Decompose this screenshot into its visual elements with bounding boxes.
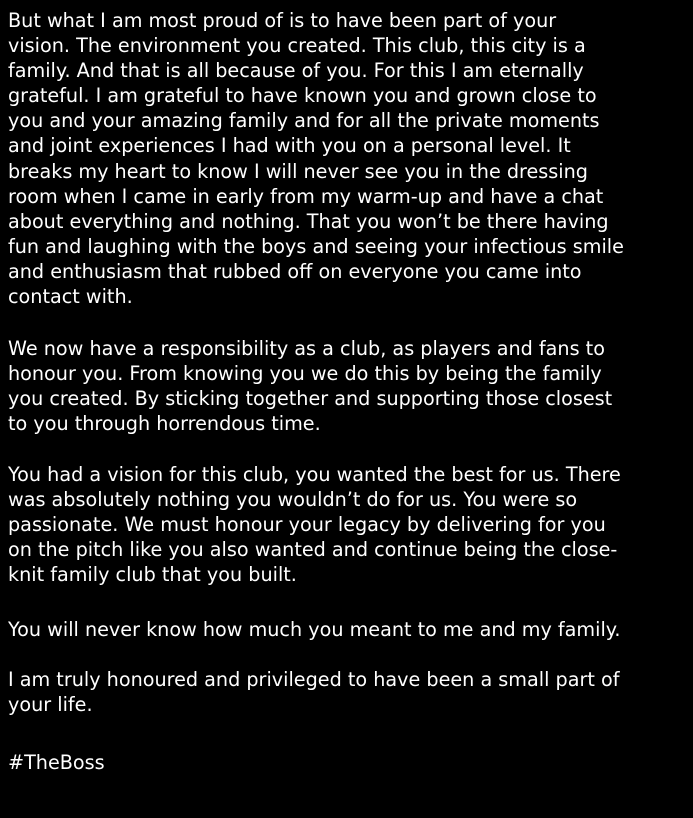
paragraph-honoured xyxy=(8,667,690,717)
text-line: you and your amazing family and for all the private moments xyxy=(8,109,600,133)
text-line: You will never know how much you meant to me and my family. xyxy=(8,617,621,641)
paragraph-vision xyxy=(8,462,690,587)
text-line: you created. By sticking together and supporting those closest xyxy=(8,387,613,411)
paragraph-proud xyxy=(8,8,690,309)
text-line: We now have a responsibility as a club, as players and fans to xyxy=(8,337,605,361)
paragraph-spacer xyxy=(8,437,690,462)
text-line: vision. The environment you created. This club, this city is a xyxy=(8,34,586,58)
text-line: and joint experiences I had with you on a personal level. It xyxy=(8,134,571,158)
paragraph-spacer xyxy=(8,642,690,667)
paragraph-responsibility xyxy=(8,336,690,436)
text-line: contact with. xyxy=(8,285,133,309)
text-line: But what I am most proud of is to have been part of your xyxy=(8,9,557,32)
text-line: breaks my heart to know I will never see you in the dressing xyxy=(8,159,588,183)
text-line: your life. xyxy=(8,693,93,717)
hashtag-text: #TheBoss xyxy=(8,751,105,775)
hashtag xyxy=(8,750,690,775)
text-line: You had a vision for this club, you wanted the best for us. There xyxy=(8,462,621,486)
paragraph-spacer xyxy=(8,717,690,750)
text-line: I am truly honoured and privileged to have been a small part of xyxy=(8,668,620,692)
text-line: fun and laughing with the boys and seeing your infectious smile xyxy=(8,234,624,258)
text-line: on the pitch like you also wanted and continue being the close- xyxy=(8,537,618,561)
statement-text xyxy=(8,8,690,775)
text-line: room when I came in early from my warm-up and have a chat xyxy=(8,184,604,208)
text-line: grateful. I am grateful to have known you and grown close to xyxy=(8,84,597,108)
text-line: knit family club that you built. xyxy=(8,562,297,586)
text-line: and enthusiasm that rubbed off on everyone you came into xyxy=(8,259,582,283)
text-line: was absolutely nothing you wouldn’t do for us. You were so xyxy=(8,487,578,511)
paragraph-spacer xyxy=(8,587,690,617)
text-line: family. And that is all because of you. For this I am eternally xyxy=(8,59,584,83)
paragraph-spacer xyxy=(8,309,690,336)
text-line: to you through horrendous time. xyxy=(8,412,321,436)
text-line: about everything and nothing. That you won’t be there having xyxy=(8,209,609,233)
text-line: honour you. From knowing you we do this by being the family xyxy=(8,362,602,386)
paragraph-never-know xyxy=(8,617,690,642)
text-line: passionate. We must honour your legacy by delivering for you xyxy=(8,512,606,536)
